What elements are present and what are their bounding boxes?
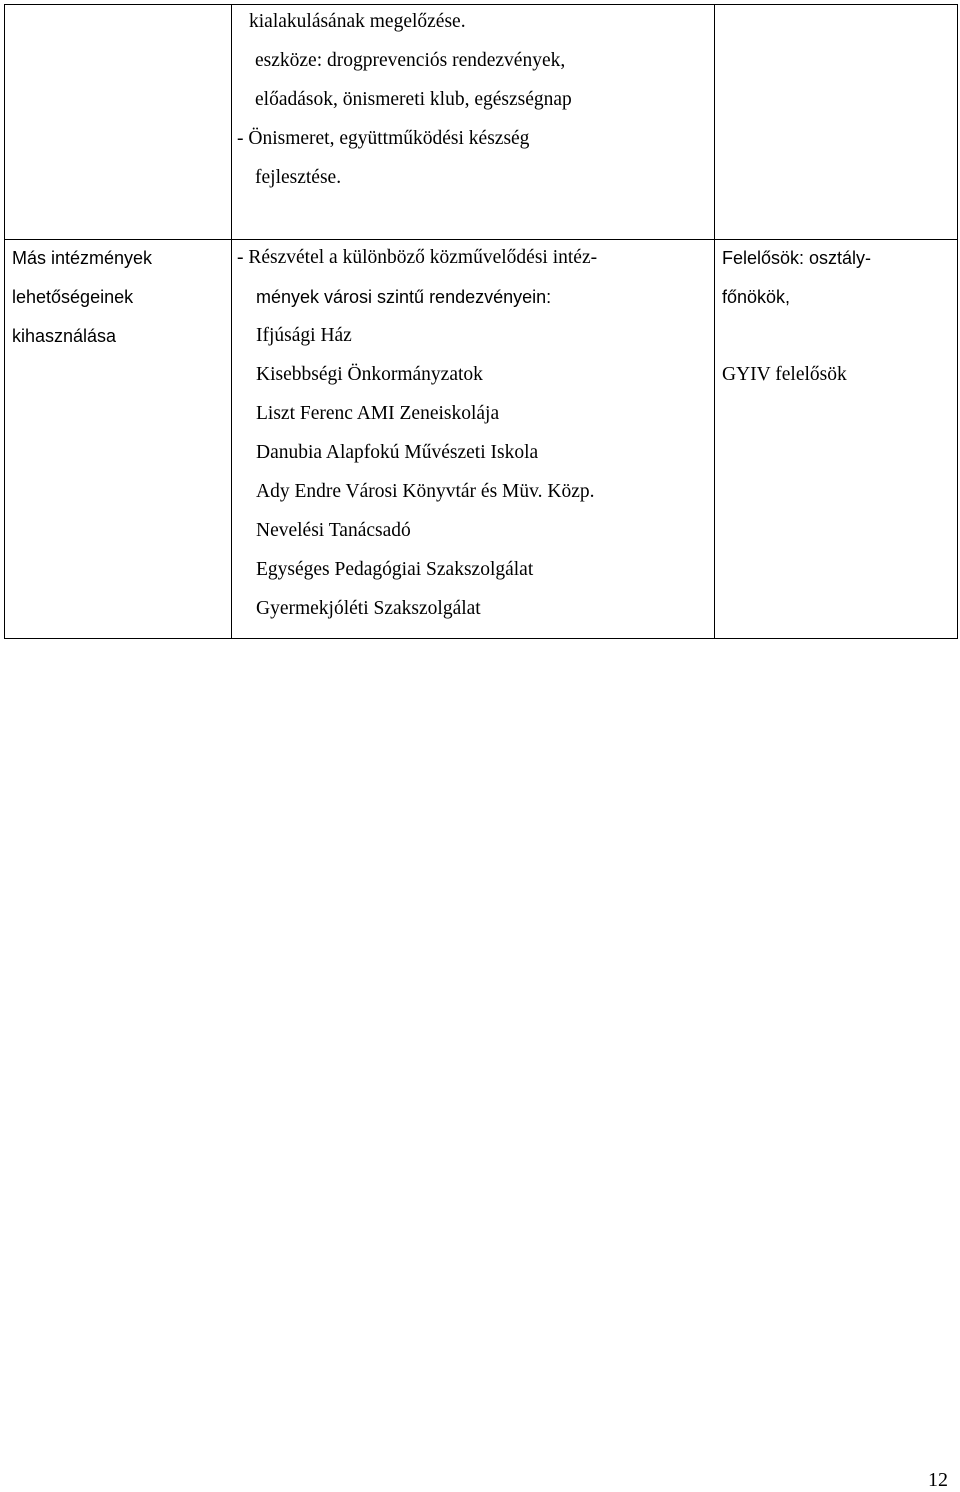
table-row bbox=[5, 5, 958, 240]
activity-line: Ifjúsági Ház bbox=[256, 325, 352, 346]
responsible-line: főnökök, bbox=[722, 287, 791, 307]
activity-line: Gyermekjóléti Szakszolgálat bbox=[256, 598, 481, 619]
activities-cell bbox=[232, 240, 715, 639]
area-cell bbox=[5, 240, 232, 639]
table-row bbox=[5, 240, 958, 639]
activity-line: mények városi szintű rendezvényein: bbox=[256, 287, 552, 307]
activity-line: Egységes Pedagógiai Szakszolgálat bbox=[256, 559, 534, 580]
page-number: 12 bbox=[928, 1469, 948, 1491]
responsible-line: Felelősök: osztály- bbox=[722, 248, 872, 268]
area-cell bbox=[5, 5, 232, 240]
activity-line: Ady Endre Városi Könyvtár és Müv. Közp. bbox=[256, 481, 595, 502]
activity-line: eszköze: drogprevenciós rendezvények, bbox=[255, 50, 566, 71]
activities-cell bbox=[232, 5, 715, 240]
activity-line: Nevelési Tanácsadó bbox=[256, 520, 411, 541]
area-line: lehetőségeinek bbox=[12, 287, 134, 307]
activity-line: - Részvétel a különböző közművelődési intéz- bbox=[237, 247, 598, 268]
activity-line: - Önismeret, együttműködési készség bbox=[237, 128, 530, 149]
responsible-cell bbox=[715, 240, 958, 639]
activity-line: előadások, önismereti klub, egészségnap bbox=[255, 89, 572, 110]
activity-line: Danubia Alapfokú Művészeti Iskola bbox=[256, 442, 539, 463]
responsible-cell bbox=[715, 5, 958, 240]
activity-plan-table bbox=[4, 4, 958, 639]
responsible-line: GYIV felelősök bbox=[722, 364, 847, 385]
area-line: Más intézmények bbox=[12, 248, 153, 268]
activity-line: kialakulásának megelőzése. bbox=[249, 11, 466, 32]
area-line: kihasználása bbox=[12, 326, 117, 346]
activity-line: fejlesztése. bbox=[255, 167, 342, 188]
activity-line: Kisebbségi Önkormányzatok bbox=[256, 364, 483, 385]
activity-line: Liszt Ferenc AMI Zeneiskolája bbox=[256, 403, 500, 424]
